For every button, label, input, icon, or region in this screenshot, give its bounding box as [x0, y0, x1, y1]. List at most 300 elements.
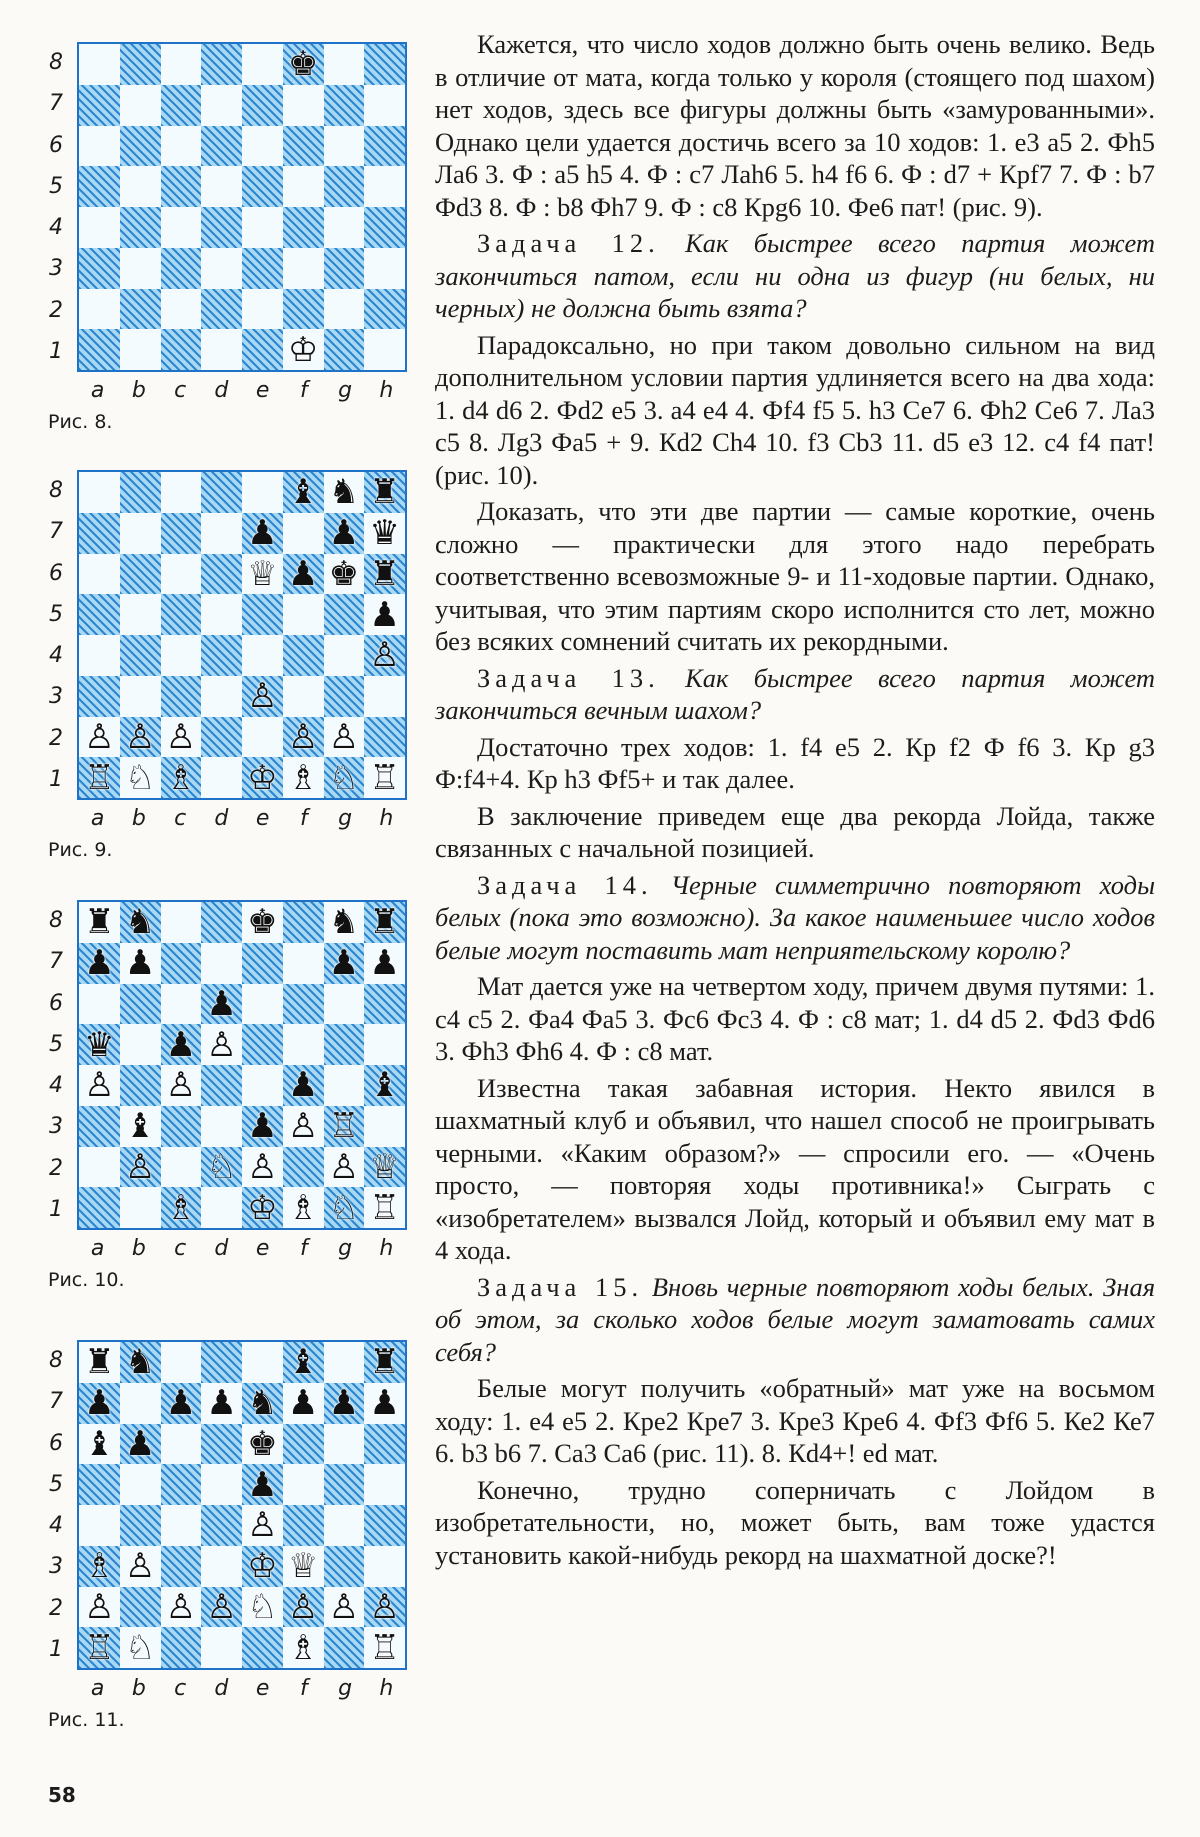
- square-b4: [120, 1065, 161, 1106]
- square-f6: [283, 554, 324, 595]
- rank-label: 7: [49, 91, 63, 117]
- square-h5: [364, 1024, 405, 1065]
- square-a4: [79, 207, 120, 248]
- square-b8: [120, 902, 161, 943]
- square-e6: [242, 1424, 283, 1465]
- black-rook-icon: ♜: [369, 472, 400, 513]
- square-h7: [364, 943, 405, 984]
- square-g3: [324, 1546, 365, 1587]
- square-c7: [161, 513, 202, 554]
- square-a8: [79, 472, 120, 513]
- square-b7: [120, 1383, 161, 1424]
- paragraph: Мат дается уже на четвертом ходу, причем двумя путями: 1. с4 с5 2. Фа4 Фа5 3. Фс6 Фс3 4. Ф : с8 мат; 1. d4 d5 2. Фd3 Фd6 3. Фh3 Фh6 4. Ф : с8 мат.: [435, 971, 1155, 1066]
- text-column: [435, 28, 1155, 1575]
- square-d2: [201, 717, 242, 758]
- problem-12: [435, 227, 1155, 325]
- square-h4: [364, 207, 405, 248]
- square-a3: [79, 676, 120, 717]
- square-a5: [79, 1024, 120, 1065]
- square-e7: [242, 943, 283, 984]
- square-d3: [201, 1106, 242, 1147]
- square-b2: [120, 289, 161, 330]
- problem-14: [435, 869, 1155, 967]
- square-f3: [283, 248, 324, 289]
- problem-13: [435, 662, 1155, 727]
- square-d7: [201, 85, 242, 126]
- square-f2: [283, 1587, 324, 1628]
- white-bishop-icon: ♗: [165, 1187, 197, 1228]
- square-a3: [79, 1546, 120, 1587]
- square-b1: [120, 329, 161, 370]
- problem-statement: Черные симметрично повторяют ходы белых (пока это возможно). За какое наименьшее число ходов белые могут поставить мат неприятельскому королю?: [435, 869, 1156, 965]
- square-b6: [120, 126, 161, 167]
- file-label: d: [214, 806, 229, 831]
- figure-caption: Рис. 10.: [48, 1269, 125, 1291]
- board-wrap: [49, 900, 407, 1261]
- square-f7: [283, 943, 324, 984]
- square-c1: [161, 1187, 202, 1228]
- square-b7: [120, 85, 161, 126]
- square-c2: [161, 1147, 202, 1188]
- square-c5: [161, 166, 202, 207]
- file-label: h: [379, 378, 394, 403]
- square-g8: [324, 1342, 365, 1383]
- square-d6: [201, 1424, 242, 1465]
- rank-label: 8: [49, 50, 63, 76]
- white-pawn-icon: ♙: [328, 1146, 360, 1187]
- square-b3: [120, 1106, 161, 1147]
- square-g2: [324, 1587, 365, 1628]
- square-b6: [120, 984, 161, 1025]
- black-pawn-icon: ♟: [247, 1464, 278, 1505]
- black-knight-icon: ♞: [124, 1342, 156, 1383]
- rank-label: 1: [49, 1636, 63, 1662]
- square-g8: [324, 44, 365, 85]
- file-label: g: [338, 378, 353, 403]
- square-c2: [161, 289, 202, 330]
- white-pawn-icon: ♙: [124, 716, 156, 757]
- file-label: a: [90, 1236, 105, 1261]
- square-d4: [201, 635, 242, 676]
- square-c3: [161, 248, 202, 289]
- square-a7: [79, 943, 120, 984]
- square-d6: [201, 554, 242, 595]
- file-label: b: [131, 1676, 146, 1701]
- file-label: e: [255, 806, 270, 831]
- white-bishop-icon: ♗: [287, 757, 319, 798]
- figure-caption: Рис. 11.: [48, 1709, 125, 1731]
- black-rook-icon: ♜: [84, 1342, 115, 1383]
- square-d7: [201, 1383, 242, 1424]
- square-g3: [324, 248, 365, 289]
- black-pawn-icon: ♟: [287, 1383, 319, 1424]
- square-g4: [324, 207, 365, 248]
- white-pawn-icon: ♙: [247, 1505, 278, 1546]
- white-pawn-icon: ♙: [369, 635, 400, 676]
- white-bishop-icon: ♗: [287, 1187, 319, 1228]
- square-c6: [161, 984, 202, 1025]
- file-label: e: [255, 378, 270, 403]
- file-label: g: [338, 1236, 353, 1261]
- square-a6: [79, 126, 120, 167]
- square-g2: [324, 717, 365, 758]
- square-e8: [242, 1342, 283, 1383]
- square-e8: [242, 902, 283, 943]
- square-a2: [79, 289, 120, 330]
- square-f5: [283, 166, 324, 207]
- square-f6: [283, 1424, 324, 1465]
- square-h2: [364, 289, 405, 330]
- square-h8: [364, 902, 405, 943]
- rank-label: 4: [49, 1073, 63, 1099]
- square-c3: [161, 1106, 202, 1147]
- square-f5: [283, 594, 324, 635]
- square-c2: [161, 1587, 202, 1628]
- rank-label: 3: [49, 684, 63, 710]
- square-a7: [79, 1383, 120, 1424]
- file-label: f: [300, 378, 308, 403]
- square-b5: [120, 1464, 161, 1505]
- square-d7: [201, 943, 242, 984]
- square-b2: [120, 717, 161, 758]
- square-c8: [161, 44, 202, 85]
- square-c4: [161, 635, 202, 676]
- square-c6: [161, 1424, 202, 1465]
- rank-label: 1: [49, 1196, 63, 1222]
- white-rook-icon: ♖: [369, 1187, 400, 1228]
- square-a8: [79, 44, 120, 85]
- square-b5: [120, 1024, 161, 1065]
- square-f4: [283, 207, 324, 248]
- black-pawn-icon: ♟: [328, 1383, 360, 1424]
- black-pawn-icon: ♟: [328, 943, 360, 984]
- square-d3: [201, 248, 242, 289]
- rank-label: 7: [49, 949, 63, 975]
- square-b1: [120, 1187, 161, 1228]
- white-pawn-icon: ♙: [328, 1586, 360, 1627]
- rank-label: 5: [49, 1471, 63, 1497]
- file-label: a: [90, 378, 105, 403]
- black-pawn-icon: ♟: [206, 983, 237, 1024]
- file-label: e: [255, 1676, 270, 1701]
- white-pawn-icon: ♙: [165, 716, 197, 757]
- rank-label: 7: [49, 519, 63, 545]
- file-label: f: [300, 1676, 308, 1701]
- white-king-icon: ♔: [287, 329, 319, 370]
- white-pawn-icon: ♙: [287, 1586, 319, 1627]
- square-c6: [161, 126, 202, 167]
- square-e6: [242, 554, 283, 595]
- square-e2: [242, 289, 283, 330]
- black-pawn-icon: ♟: [247, 513, 278, 554]
- square-e7: [242, 1383, 283, 1424]
- white-pawn-icon: ♙: [247, 1146, 278, 1187]
- square-d6: [201, 126, 242, 167]
- white-pawn-icon: ♙: [84, 716, 115, 757]
- square-d1: [201, 757, 242, 798]
- square-f3: [283, 1546, 324, 1587]
- square-e4: [242, 1505, 283, 1546]
- square-e6: [242, 126, 283, 167]
- rank-label: 2: [49, 725, 63, 751]
- square-g7: [324, 943, 365, 984]
- file-label: a: [90, 1676, 105, 1701]
- square-b8: [120, 472, 161, 513]
- square-a1: [79, 757, 120, 798]
- black-king-icon: ♚: [328, 553, 360, 594]
- square-g1: [324, 1187, 365, 1228]
- square-a3: [79, 1106, 120, 1147]
- square-h3: [364, 248, 405, 289]
- file-labels: [77, 1236, 407, 1261]
- square-a8: [79, 1342, 120, 1383]
- paragraph: Парадоксально, но при таком довольно сильном на вид дополнительном условии партия удлиняется всего на два хода: 1. d4 d6 2. Фd2 е5 3. а4 е4 4. Фf4 f5 5. h3 Се7 6. Фh2 Се6 7. Ла3 с5 8. Лg3 Фа5 + 9. Кd2 Сh4 10. f3 Сb3 11. d5 е3 12. с4 f4 пат! (рис. 10).: [435, 329, 1155, 490]
- square-e8: [242, 44, 283, 85]
- square-a2: [79, 1147, 120, 1188]
- rank-label: 1: [49, 766, 63, 792]
- paragraph: Достаточно трех ходов: 1. f4 е5 2. Кр f2 Ф f6 3. Кр g3 Ф:f4+4. Кр h3 Фf5+ и так далее.: [435, 731, 1155, 794]
- square-b2: [120, 1147, 161, 1188]
- rank-label: 3: [49, 1554, 63, 1580]
- problem-statement: Как быстрее всего партия может закончиться вечным шахом?: [435, 662, 1156, 725]
- square-e1: [242, 757, 283, 798]
- white-pawn-icon: ♙: [369, 1586, 400, 1627]
- square-g2: [324, 289, 365, 330]
- white-knight-icon: ♘: [124, 757, 156, 798]
- square-a1: [79, 1627, 120, 1668]
- black-king-icon: ♚: [287, 44, 319, 85]
- square-e5: [242, 1024, 283, 1065]
- square-g3: [324, 1106, 365, 1147]
- figure-11: [40, 1340, 425, 1731]
- square-e3: [242, 676, 283, 717]
- rank-label: 7: [49, 1389, 63, 1415]
- file-label: b: [131, 1236, 146, 1261]
- square-h4: [364, 1505, 405, 1546]
- square-a6: [79, 554, 120, 595]
- file-labels: [77, 806, 407, 831]
- square-c4: [161, 1065, 202, 1106]
- square-a7: [79, 513, 120, 554]
- square-a1: [79, 1187, 120, 1228]
- black-king-icon: ♚: [247, 902, 278, 943]
- black-pawn-icon: ♟: [247, 1106, 278, 1147]
- white-knight-icon: ♘: [328, 757, 360, 798]
- square-g5: [324, 166, 365, 207]
- square-e6: [242, 984, 283, 1025]
- square-c8: [161, 1342, 202, 1383]
- chessboard: [77, 900, 407, 1230]
- paragraph: Белые могут получить «обратный» мат уже на восьмом ходу: 1. е4 е5 2. Кре2 Кре7 3. Кре3 Кре6 4. Фf3 Фf6 5. Ке2 Ке7 6. b3 b6 7. Са3 Са6 (рис. 11). 8. Кd4+! еd мат.: [435, 1373, 1155, 1468]
- square-d2: [201, 289, 242, 330]
- square-a8: [79, 902, 120, 943]
- rank-labels: [45, 900, 67, 1230]
- white-king-icon: ♔: [247, 1187, 278, 1228]
- square-g2: [324, 1147, 365, 1188]
- square-b4: [120, 635, 161, 676]
- square-b3: [120, 248, 161, 289]
- square-g6: [324, 984, 365, 1025]
- square-g7: [324, 513, 365, 554]
- black-pawn-icon: ♟: [369, 594, 400, 635]
- white-pawn-icon: ♙: [124, 1146, 156, 1187]
- square-g8: [324, 472, 365, 513]
- square-d8: [201, 44, 242, 85]
- square-h4: [364, 1065, 405, 1106]
- white-pawn-icon: ♙: [287, 1106, 319, 1147]
- square-b7: [120, 513, 161, 554]
- square-b3: [120, 1546, 161, 1587]
- file-label: b: [131, 806, 146, 831]
- square-e2: [242, 717, 283, 758]
- square-d1: [201, 1187, 242, 1228]
- square-e2: [242, 1147, 283, 1188]
- square-a4: [79, 1065, 120, 1106]
- square-f1: [283, 329, 324, 370]
- square-a1: [79, 329, 120, 370]
- white-pawn-icon: ♙: [84, 1586, 115, 1627]
- square-a6: [79, 984, 120, 1025]
- rank-label: 6: [49, 132, 63, 158]
- white-pawn-icon: ♙: [287, 716, 319, 757]
- square-h6: [364, 554, 405, 595]
- square-d5: [201, 166, 242, 207]
- file-label: h: [379, 1236, 394, 1261]
- square-e4: [242, 1065, 283, 1106]
- square-c1: [161, 329, 202, 370]
- square-e1: [242, 1187, 283, 1228]
- rank-label: 6: [49, 990, 63, 1016]
- square-b5: [120, 594, 161, 635]
- square-h1: [364, 1187, 405, 1228]
- rank-label: 6: [49, 560, 63, 586]
- file-labels: [77, 378, 407, 403]
- chessboard: [77, 42, 407, 372]
- square-b1: [120, 1627, 161, 1668]
- rank-label: 4: [49, 643, 63, 669]
- rank-label: 5: [49, 173, 63, 199]
- white-bishop-icon: ♗: [165, 757, 197, 798]
- square-g6: [324, 554, 365, 595]
- square-g4: [324, 1505, 365, 1546]
- rank-label: 5: [49, 1031, 63, 1057]
- black-pawn-icon: ♟: [369, 1383, 400, 1424]
- square-b5: [120, 166, 161, 207]
- white-king-icon: ♔: [247, 757, 278, 798]
- square-f3: [283, 1106, 324, 1147]
- square-g6: [324, 1424, 365, 1465]
- rank-label: 8: [49, 1348, 63, 1374]
- board-wrap: [49, 42, 407, 403]
- square-a2: [79, 1587, 120, 1628]
- black-bishop-icon: ♝: [124, 1106, 156, 1147]
- black-pawn-icon: ♟: [124, 943, 156, 984]
- black-rook-icon: ♜: [84, 902, 115, 943]
- black-pawn-icon: ♟: [328, 513, 360, 554]
- black-pawn-icon: ♟: [84, 943, 115, 984]
- square-h6: [364, 1424, 405, 1465]
- square-e5: [242, 594, 283, 635]
- white-knight-icon: ♘: [328, 1187, 360, 1228]
- black-queen-icon: ♛: [369, 513, 400, 554]
- square-b8: [120, 44, 161, 85]
- square-b8: [120, 1342, 161, 1383]
- square-b6: [120, 554, 161, 595]
- rank-label: 6: [49, 1430, 63, 1456]
- rank-label: 2: [49, 1155, 63, 1181]
- black-bishop-icon: ♝: [369, 1065, 400, 1106]
- black-pawn-icon: ♟: [287, 553, 319, 594]
- square-g5: [324, 1464, 365, 1505]
- square-e5: [242, 166, 283, 207]
- square-b6: [120, 1424, 161, 1465]
- black-pawn-icon: ♟: [206, 1383, 237, 1424]
- square-a2: [79, 717, 120, 758]
- file-labels: [77, 1676, 407, 1701]
- file-label: a: [90, 806, 105, 831]
- white-pawn-icon: ♙: [165, 1586, 197, 1627]
- square-h8: [364, 1342, 405, 1383]
- square-h3: [364, 676, 405, 717]
- white-knight-icon: ♘: [247, 1586, 278, 1627]
- square-g6: [324, 126, 365, 167]
- square-h4: [364, 635, 405, 676]
- square-g1: [324, 1627, 365, 1668]
- square-f2: [283, 289, 324, 330]
- square-e1: [242, 329, 283, 370]
- square-a5: [79, 166, 120, 207]
- chessboard: [77, 470, 407, 800]
- black-rook-icon: ♜: [369, 1342, 400, 1383]
- square-c8: [161, 472, 202, 513]
- square-h8: [364, 44, 405, 85]
- file-label: f: [300, 1236, 308, 1261]
- black-bishop-icon: ♝: [287, 1342, 319, 1383]
- black-rook-icon: ♜: [369, 553, 400, 594]
- black-king-icon: ♚: [247, 1423, 278, 1464]
- square-b7: [120, 943, 161, 984]
- rank-label: 8: [49, 908, 63, 934]
- black-knight-icon: ♞: [247, 1383, 278, 1424]
- square-d1: [201, 1627, 242, 1668]
- figure-9: [40, 470, 425, 861]
- problem-label: Задача 12.: [477, 228, 660, 258]
- white-pawn-icon: ♙: [165, 1065, 197, 1106]
- square-d1: [201, 329, 242, 370]
- square-h2: [364, 1587, 405, 1628]
- white-rook-icon: ♖: [369, 1627, 400, 1668]
- square-f2: [283, 1147, 324, 1188]
- square-f8: [283, 1342, 324, 1383]
- problem-label: Задача 14.: [477, 869, 653, 900]
- square-g7: [324, 85, 365, 126]
- square-c5: [161, 594, 202, 635]
- file-label: d: [214, 378, 229, 403]
- figure-10: [40, 900, 425, 1291]
- square-h5: [364, 594, 405, 635]
- file-label: c: [174, 1236, 187, 1261]
- square-a5: [79, 1464, 120, 1505]
- white-pawn-icon: ♙: [206, 1586, 237, 1627]
- square-g8: [324, 902, 365, 943]
- square-g7: [324, 1383, 365, 1424]
- square-d8: [201, 902, 242, 943]
- square-e5: [242, 1464, 283, 1505]
- square-h2: [364, 1147, 405, 1188]
- square-a4: [79, 635, 120, 676]
- square-c3: [161, 1546, 202, 1587]
- square-h5: [364, 1464, 405, 1505]
